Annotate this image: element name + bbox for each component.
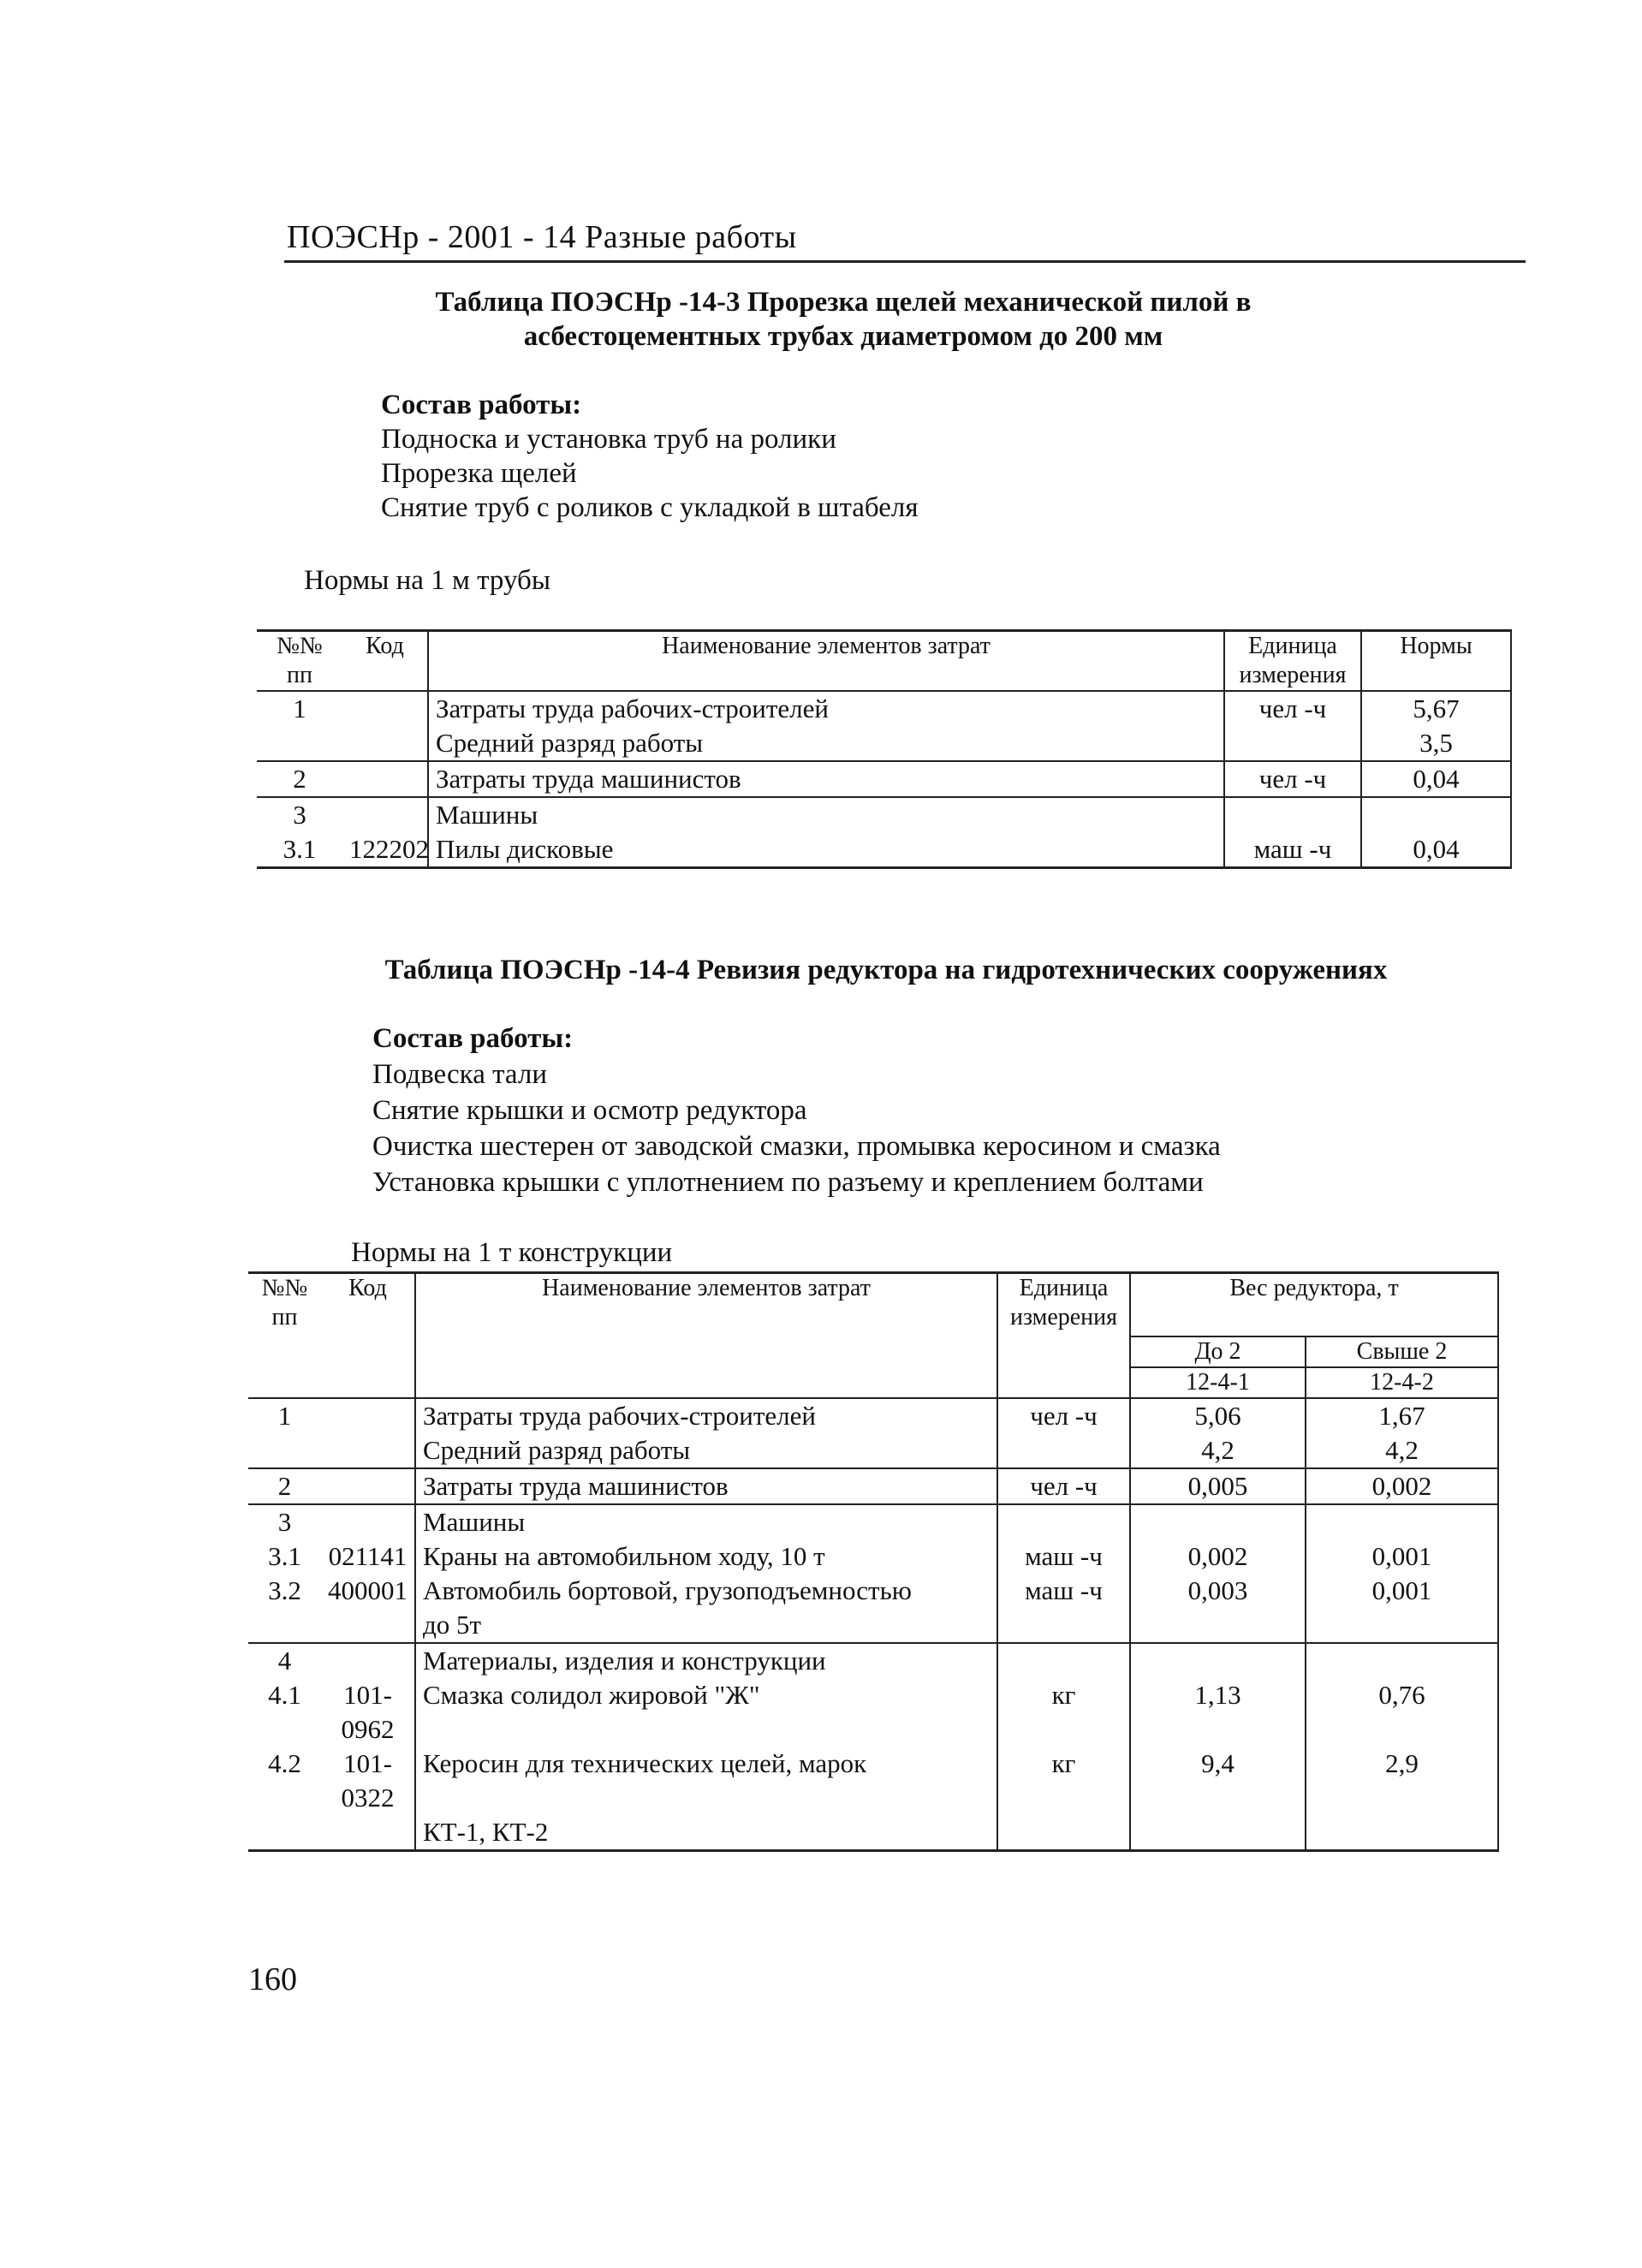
cell-code xyxy=(321,1608,415,1643)
cell-value-1 xyxy=(1130,1643,1306,1678)
cell-value-1 xyxy=(1130,1608,1306,1643)
cell-code xyxy=(342,797,428,832)
cell-value-2 xyxy=(1306,1608,1498,1643)
cell-num xyxy=(248,1608,321,1643)
cell-name: Затраты труда машинистов xyxy=(415,1468,997,1504)
col-num-header: №№ пп xyxy=(257,631,342,692)
table2-work-item: Снятие крышки и осмотр редуктора xyxy=(372,1095,807,1126)
cell-name: Машины xyxy=(428,797,1224,832)
cell-value-2 xyxy=(1306,1504,1498,1539)
table1-title-line1: Таблица ПОЭСНр -14-3 Прорезка щелей механической пилой в xyxy=(435,287,1252,318)
cell-name: Средний разряд работы xyxy=(415,1433,997,1468)
cell-code xyxy=(342,726,428,761)
table-row xyxy=(248,1815,1498,1851)
table1-work-item: Подноска и установка труб на ролики xyxy=(381,424,836,455)
table1-work-item: Снятие труб с роликов с укладкой в штабеля xyxy=(381,492,919,523)
table2 xyxy=(248,1271,1499,1852)
cell-value-1: 0,003 xyxy=(1130,1574,1306,1608)
cell-num: 1 xyxy=(248,1398,321,1433)
cell-value-2: 2,9 xyxy=(1306,1747,1498,1815)
running-header: ПОЭСНр - 2001 - 14 Разные работы xyxy=(287,219,797,255)
cell-unit: чел -ч xyxy=(997,1468,1130,1504)
cell-value-1: 5,06 xyxy=(1130,1398,1306,1433)
table1-norms-label: Нормы на 1 м трубы xyxy=(304,565,550,596)
table-row xyxy=(248,1678,1498,1747)
cell-num: 4.1 xyxy=(268,1680,301,1710)
col-num-header: №№ пп xyxy=(248,1273,321,1399)
cell-unit: чел -ч xyxy=(1224,761,1361,797)
table2-work-heading: Состав работы: xyxy=(372,1023,574,1054)
cell-value-1: 0,002 xyxy=(1130,1539,1306,1574)
cell-unit: маш -ч xyxy=(997,1574,1130,1608)
table-row xyxy=(257,691,1511,726)
table2-work-item: Очистка шестерен от заводской смазки, промывка керосином и смазка xyxy=(372,1131,1221,1162)
cell-code xyxy=(321,1433,415,1468)
cell-code xyxy=(342,761,428,797)
table1-header-row xyxy=(257,631,1511,692)
col-norm-header: Нормы xyxy=(1361,631,1511,692)
cell-unit: маш -ч xyxy=(1224,832,1361,868)
cell-value-1: 4,2 xyxy=(1130,1433,1306,1468)
cell-num: 1 xyxy=(293,693,306,723)
cell-num: 3 xyxy=(277,1507,292,1537)
cell-unit: кг xyxy=(997,1678,1130,1747)
header-rule xyxy=(284,260,1526,263)
cell-name: Керосин для технических целей, марок xyxy=(415,1747,997,1815)
cell-code: 021141 xyxy=(328,1541,408,1571)
col-code2-header: 12-4-2 xyxy=(1306,1367,1498,1398)
cell-num: 2 xyxy=(257,761,342,797)
col-unit-header: Единица измерения xyxy=(1224,631,1361,692)
table-row xyxy=(257,761,1511,797)
cell-value-1: 9,4 xyxy=(1130,1747,1306,1815)
cell-value-2: 0,001 xyxy=(1306,1574,1498,1608)
cell-value-2: 1,67 xyxy=(1306,1398,1498,1433)
cell-num: 3.1 xyxy=(257,832,342,868)
table-row xyxy=(248,1747,1498,1815)
col-unit-header: Единица измерения xyxy=(997,1273,1130,1399)
cell-name: Затраты труда рабочих-строителей xyxy=(428,691,1224,726)
col-sub2-header: Свыше 2 xyxy=(1306,1336,1498,1367)
page-number: 160 xyxy=(248,1961,297,1997)
table-row xyxy=(248,1643,1498,1678)
cell-code: 400001 xyxy=(328,1575,408,1605)
cell-code xyxy=(321,1504,415,1539)
col-sub1-header: До 2 xyxy=(1130,1336,1306,1367)
col-code-header: Код xyxy=(321,1273,415,1399)
cell-name: Пилы дисковые xyxy=(428,832,1224,868)
cell-value-1 xyxy=(1130,1815,1306,1851)
cell-name: Автомобиль бортовой, грузоподъемностью xyxy=(415,1574,997,1608)
table2-work-item: Установка крышки с уплотнением по разъему и креплением болтами xyxy=(372,1167,1204,1198)
cell-unit xyxy=(1224,726,1361,761)
cell-value-1: 0,005 xyxy=(1130,1468,1306,1504)
table-row xyxy=(248,1468,1498,1504)
cell-value-1: 1,13 xyxy=(1130,1678,1306,1747)
cell-value-2: 4,2 xyxy=(1306,1433,1498,1468)
cell-unit xyxy=(997,1815,1130,1851)
cell-value-2 xyxy=(1306,1643,1498,1678)
col-code1-header: 12-4-1 xyxy=(1130,1367,1306,1398)
cell-unit: маш -ч xyxy=(997,1539,1130,1574)
cell-name: Затраты труда машинистов xyxy=(428,761,1224,797)
table-row xyxy=(257,797,1511,832)
cell-num: 2 xyxy=(248,1468,321,1504)
table-row xyxy=(248,1608,1498,1643)
cell-code xyxy=(321,1815,415,1851)
table-row xyxy=(257,832,1511,868)
cell-code xyxy=(342,691,428,726)
cell-name: КТ-1, КТ-2 xyxy=(415,1815,997,1851)
cell-norm: 5,67 xyxy=(1361,691,1511,726)
table-row xyxy=(248,1574,1498,1608)
cell-code: 101-0962 xyxy=(341,1680,395,1744)
cell-name: Машины xyxy=(415,1504,997,1539)
cell-num: 3.1 xyxy=(268,1541,301,1571)
cell-unit xyxy=(997,1608,1130,1643)
cell-num xyxy=(248,1815,321,1851)
cell-name: Смазка солидол жировой "Ж" xyxy=(415,1678,997,1747)
cell-code xyxy=(321,1643,415,1678)
table-row xyxy=(248,1398,1498,1433)
col-weight-header: Вес редуктора, т xyxy=(1130,1273,1498,1337)
cell-num xyxy=(257,726,342,761)
cell-norm: 0,04 xyxy=(1361,832,1511,868)
table-row xyxy=(248,1504,1498,1539)
table1 xyxy=(257,629,1512,869)
cell-value-2: 0,001 xyxy=(1306,1539,1498,1574)
table2-header-row xyxy=(248,1273,1498,1337)
cell-code xyxy=(321,1398,415,1433)
cell-code xyxy=(321,1468,415,1504)
col-name-header: Наименование элементов затрат xyxy=(415,1273,997,1399)
col-code-header: Код xyxy=(342,631,428,692)
cell-unit: чел -ч xyxy=(1224,691,1361,726)
cell-num: 4.2 xyxy=(268,1748,301,1778)
col-name-header: Наименование элементов затрат xyxy=(428,631,1224,692)
table-row xyxy=(248,1539,1498,1574)
table1-work-item: Прорезка щелей xyxy=(381,458,577,489)
cell-unit xyxy=(997,1504,1130,1539)
cell-norm: 0,04 xyxy=(1361,761,1511,797)
cell-unit xyxy=(1224,797,1361,832)
cell-name: Затраты труда рабочих-строителей xyxy=(415,1398,997,1433)
cell-name: до 5т xyxy=(415,1608,997,1643)
cell-value-2 xyxy=(1306,1815,1498,1851)
cell-norm: 3,5 xyxy=(1361,726,1511,761)
cell-norm xyxy=(1361,797,1511,832)
cell-num: 3 xyxy=(293,800,306,830)
table1-work-heading: Состав работы: xyxy=(381,390,582,420)
cell-code: 122202 xyxy=(342,832,428,868)
cell-num: 4 xyxy=(277,1646,292,1676)
table-row xyxy=(257,726,1511,761)
table2-norms-label: Нормы на 1 т конструкции xyxy=(351,1237,673,1268)
cell-name: Краны на автомобильном ходу, 10 т xyxy=(415,1539,997,1574)
table-row xyxy=(248,1433,1498,1468)
cell-value-2: 0,76 xyxy=(1306,1678,1498,1747)
cell-unit xyxy=(997,1433,1130,1468)
cell-name: Средний разряд работы xyxy=(428,726,1224,761)
cell-code: 101-0322 xyxy=(341,1748,395,1813)
cell-value-2: 0,002 xyxy=(1306,1468,1498,1504)
table2-title: Таблица ПОЭСНр -14-4 Ревизия редуктора на гидротехнических сооружениях xyxy=(384,955,1388,985)
cell-num: 3.2 xyxy=(268,1575,301,1605)
cell-unit xyxy=(997,1643,1130,1678)
cell-unit: кг xyxy=(997,1747,1130,1815)
cell-unit: чел -ч xyxy=(997,1398,1130,1433)
cell-name: Материалы, изделия и конструкции xyxy=(415,1643,997,1678)
table2-work-item: Подвеска тали xyxy=(372,1059,547,1090)
cell-value-1 xyxy=(1130,1504,1306,1539)
table1-title-line2: асбестоцементных трубах диаметромом до 200 мм xyxy=(523,321,1163,352)
cell-num xyxy=(248,1433,321,1468)
